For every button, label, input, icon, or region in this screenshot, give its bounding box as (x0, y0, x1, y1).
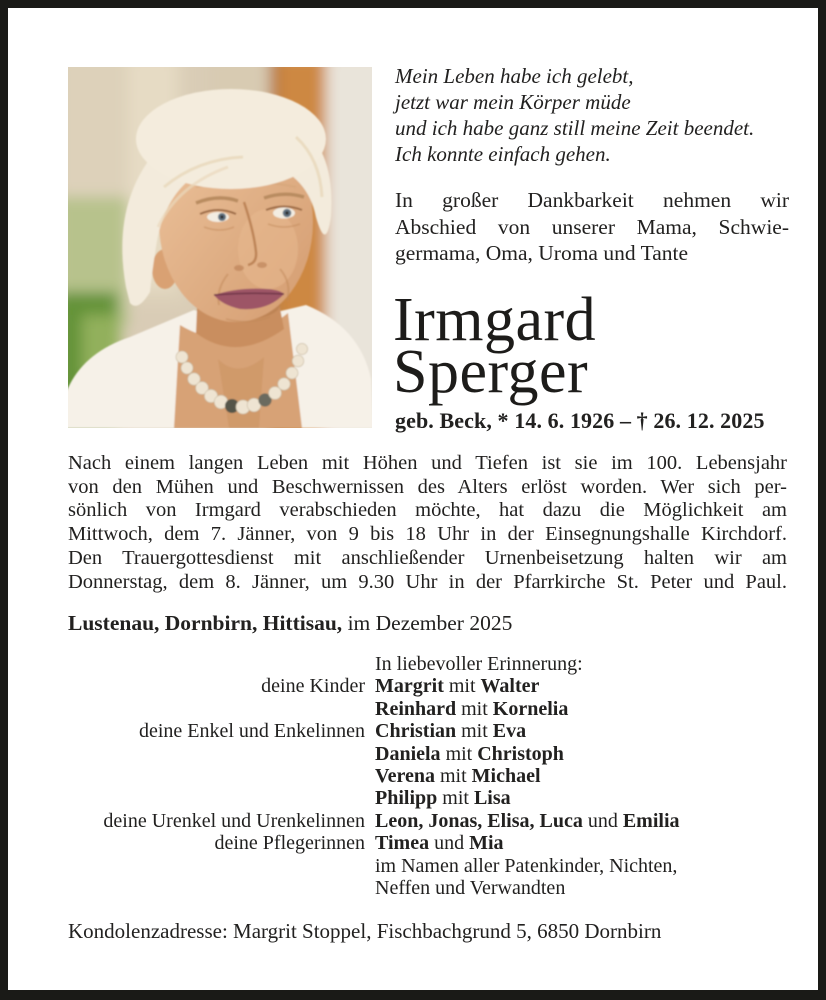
family-name: Timea (375, 832, 430, 855)
family-row (68, 855, 787, 877)
poem-line: jetzt war mein Körper müde (395, 90, 631, 114)
announcement-line: Mittwoch, dem 7. Jänner, von 9 bis 18 Uhr in der Einsegnungshalle Kirchdorf. (68, 523, 787, 546)
poem-line: und ich habe ganz still meine Zeit beendet. (395, 116, 755, 140)
family-relation-label: deine Urenkel und Urenkelinnen (103, 809, 365, 832)
announcement-line: Den Trauergottesdienst mit anschließender Urnenbeisetzung halten wir am (68, 546, 787, 569)
family-connector: mit (437, 787, 474, 810)
intro-line: In großer Dankbarkeit nehmen wir (395, 188, 789, 212)
family-name: Michael (471, 765, 541, 788)
family-relation-label (68, 877, 365, 899)
family-names (375, 698, 787, 720)
family-names (375, 765, 787, 787)
announcement-line: Donnerstag, dem 8. Jänner, um 9.30 Uhr in der Pfarrkirche St. Peter und Paul. (68, 570, 787, 593)
family-name: Margrit (375, 675, 444, 698)
announcement-line: Nach einem langen Leben mit Höhen und Tiefen ist sie im 100. Lebensjahr (68, 452, 787, 474)
poem-line: Mein Leben habe ich gelebt, (395, 64, 634, 88)
family-names (375, 877, 787, 899)
family-name: Emilia (622, 809, 680, 832)
family-names (375, 675, 787, 697)
intro-line: germama, Oma, Uroma und Tante (395, 241, 689, 265)
deceased-last-name: Sperger (393, 338, 589, 406)
family-row (68, 675, 787, 697)
family-names (375, 653, 787, 675)
farewell-poem (395, 63, 793, 167)
family-row (68, 743, 787, 765)
gratitude-intro (395, 187, 789, 267)
family-name: Philipp (375, 787, 438, 810)
family-row (68, 720, 787, 742)
family-row (68, 832, 787, 854)
family-row (68, 765, 787, 787)
condolence-address: Kondolenzadresse: Margrit Stoppel, Fischbachgrund 5, 6850 Dornbirn (68, 919, 662, 943)
family-connector: mit (443, 675, 481, 698)
family-row (68, 810, 787, 832)
family-names (375, 720, 787, 742)
poem-line: Ich konnte einfach gehen. (395, 142, 611, 166)
family-names (375, 832, 787, 854)
family-name: Walter (480, 675, 540, 698)
family-relation-label: deine Kinder (261, 675, 365, 698)
family-connector: mit (435, 765, 472, 788)
family-relation-label (68, 765, 365, 787)
family-connector: im Namen aller Patenkinder, Nichten, (375, 854, 678, 877)
family-name: Christoph (477, 742, 564, 765)
family-name: Eva (492, 720, 527, 743)
family-name: Mia (469, 832, 504, 855)
family-relation-label (68, 743, 365, 765)
family-connector: mit (440, 742, 478, 765)
family-names (375, 855, 787, 877)
family-row (68, 653, 787, 675)
deceased-first-name: Irmgard (393, 286, 597, 354)
family-relation-label (68, 855, 365, 877)
family-name: Reinhard (375, 697, 457, 720)
family-connector: mit (456, 720, 493, 743)
family-row (68, 698, 787, 720)
family-connector: und (429, 832, 470, 855)
family-row (68, 787, 787, 809)
places-bold: Lustenau, Dornbirn, Hittisau, (68, 611, 343, 635)
family-name: Christian (375, 720, 457, 743)
places-regular: im Dezember 2025 (342, 611, 513, 635)
family-relation-label (68, 653, 365, 675)
family-relation-label: deine Pflegerinnen (214, 832, 365, 855)
announcement-line: sönlich von Irmgard verabschieden möchte, hat dazu die Möglichkeit am (68, 499, 787, 522)
portrait-illustration (68, 67, 372, 428)
family-row (68, 877, 787, 899)
family-connector: In liebevoller Erinnerung: (375, 653, 583, 675)
family-connector: mit (456, 697, 493, 720)
family-name: Kornelia (492, 697, 569, 720)
family-relation-label (68, 787, 365, 809)
family-name: Daniela (375, 742, 441, 765)
obituary-card (8, 8, 818, 990)
family-connector: und (582, 809, 623, 832)
places-date-line (68, 611, 787, 636)
deceased-name (393, 286, 803, 406)
family-names (375, 743, 787, 765)
family-relation-label (68, 698, 365, 720)
announcement-line: von den Mühen und Beschwernissen des Alters erlöst worden. Wer sich per- (68, 475, 787, 498)
family-name: Lisa (473, 787, 511, 810)
family-name: Verena (375, 765, 435, 788)
family-names (375, 810, 787, 832)
intro-line: Abschied von unserer Mama, Schwie- (395, 214, 789, 239)
announcement-paragraph (68, 452, 787, 594)
portrait-photo (68, 67, 372, 428)
family-list (68, 653, 787, 899)
family-name: Leon, Jonas, Elisa, Luca (375, 809, 583, 832)
family-names (375, 787, 787, 809)
family-relation-label: deine Enkel und Enkelinnen (138, 720, 365, 743)
birth-death-line: geb. Beck, * 14. 6. 1926 – † 26. 12. 2025 (395, 408, 765, 433)
family-connector: Neffen und Verwandten (375, 877, 566, 900)
